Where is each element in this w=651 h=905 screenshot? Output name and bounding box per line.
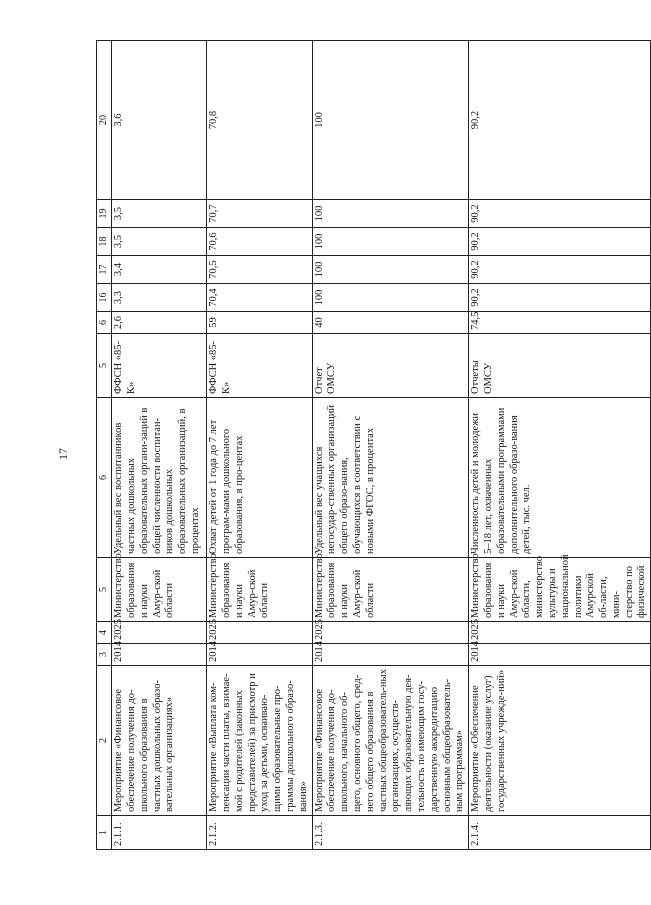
end-year: 2025 — [312, 622, 469, 644]
value-cell: 70,4 — [207, 284, 312, 312]
event-cell: Мероприятие «Обеспечение деятельности (оказание услуг) государственных учрежде-ний» — [469, 666, 651, 816]
column-header: 4 — [97, 622, 112, 644]
value-cell: 70,6 — [207, 228, 312, 256]
end-year: 2025 — [207, 622, 312, 644]
column-header: 17 — [97, 256, 112, 284]
column-header: 5 — [97, 334, 112, 398]
table-row — [112, 41, 207, 850]
source-cell: ФФСН «85-К» — [112, 334, 207, 398]
source-cell: Отчеты ОМСУ — [469, 334, 651, 398]
end-year: 2025 — [112, 622, 207, 644]
start-year: 2014 — [112, 644, 207, 666]
column-header: 6 — [97, 312, 112, 334]
value-cell: 90,2 — [469, 228, 651, 256]
column-header: 16 — [97, 284, 112, 312]
rotated-page-content — [96, 40, 648, 850]
row-id: 2.1.4. — [469, 816, 651, 850]
value-cell: 40 — [312, 312, 469, 334]
row-id: 2.1.1. — [112, 816, 207, 850]
executor-cell: Министерство образования и науки Амур-ской области — [312, 558, 469, 622]
value-cell: 90,2 — [469, 200, 651, 228]
column-header: 1 — [97, 816, 112, 850]
start-year: 2014 — [207, 644, 312, 666]
start-year: 2014 — [469, 644, 651, 666]
indicator-cell: Численность детей и молодежи 5–18 лет, охваченных образовательными программами дополнительного образо-вания детей, тыс. чел. — [469, 398, 651, 558]
column-header: 5 — [97, 558, 112, 622]
indicator-cell: Удельный вес воспитанников частных дошкольных образовательных органи-заций в общей численности воспитан-ников дошкольных образовательных организаций, в процентах — [112, 398, 207, 558]
executor-cell: Министерство образования и науки Амур-ской области, министерство культуры и национальной политики Амурской об-ласти, мини-стерство по физической — [469, 558, 651, 622]
event-cell: Мероприятие «Финансовое обеспечение получения до-школьного, начального об-щего, основного общего, сред-него общего образования в частных общеобразователь-ных организациях, осуществ-ляющих образовательную дея-тельность по имеющим госу-дарственную аккредитацию основным общеобразователь-ным программам» — [312, 666, 469, 816]
value-cell: 100 — [312, 41, 469, 200]
value-cell: 3,5 — [112, 200, 207, 228]
page-number: 17 — [56, 448, 70, 460]
column-header: 2 — [97, 666, 112, 816]
value-cell: 3,4 — [112, 256, 207, 284]
value-cell: 100 — [312, 200, 469, 228]
value-cell: 90,2 — [469, 256, 651, 284]
row-id: 2.1.2. — [207, 816, 312, 850]
value-cell: 2,6 — [112, 312, 207, 334]
value-cell: 100 — [312, 256, 469, 284]
value-cell: 90,2 — [469, 284, 651, 312]
column-header: 20 — [97, 41, 112, 200]
table-row — [469, 41, 651, 850]
column-header: 3 — [97, 644, 112, 666]
source-cell: ФФСН «85-К» — [207, 334, 312, 398]
value-cell: 100 — [312, 228, 469, 256]
event-cell: Мероприятие «Выплата ком-пенсации части платы, взимае-мой с родителей (законных представителей) за присмотр и уход за детьми, осваиваю-щими образовательные про-граммы дошкольного образо-вания» — [207, 666, 312, 816]
table-row — [312, 41, 469, 850]
row-id: 2.1.3. — [312, 816, 469, 850]
value-cell: 59 — [207, 312, 312, 334]
value-cell: 70,7 — [207, 200, 312, 228]
end-year: 2025 — [469, 622, 651, 644]
table-row — [207, 41, 312, 850]
value-cell: 74,5 — [469, 312, 651, 334]
value-cell: 3,5 — [112, 228, 207, 256]
program-measures-table — [96, 40, 651, 850]
header-row — [97, 41, 112, 850]
start-year: 2014 — [312, 644, 469, 666]
value-cell: 100 — [312, 284, 469, 312]
executor-cell: Министерство образования и науки Амур-ской области — [112, 558, 207, 622]
indicator-cell: Удельный вес учащихся негосудар-ственных организаций общего образо-вания, обучающихся в соответствии с новыми ФГОС, в процентах — [312, 398, 469, 558]
indicator-cell: Охват детей от 1 года до 7 лет програм-мами дошкольного образования, в про-центах — [207, 398, 312, 558]
value-cell: 3,3 — [112, 284, 207, 312]
source-cell: Отчет ОМСУ — [312, 334, 469, 398]
value-cell: 90,2 — [469, 41, 651, 200]
value-cell: 70,8 — [207, 41, 312, 200]
value-cell: 3,6 — [112, 41, 207, 200]
column-header: 18 — [97, 228, 112, 256]
executor-cell: Министерство образования и науки Амур-ской области — [207, 558, 312, 622]
column-header: 6 — [97, 398, 112, 558]
column-header: 19 — [97, 200, 112, 228]
event-cell: Мероприятие «Финансовое обеспечение получения до-школьного образования в частных дошкольных образо-вательных организациях» — [112, 666, 207, 816]
value-cell: 70,5 — [207, 256, 312, 284]
